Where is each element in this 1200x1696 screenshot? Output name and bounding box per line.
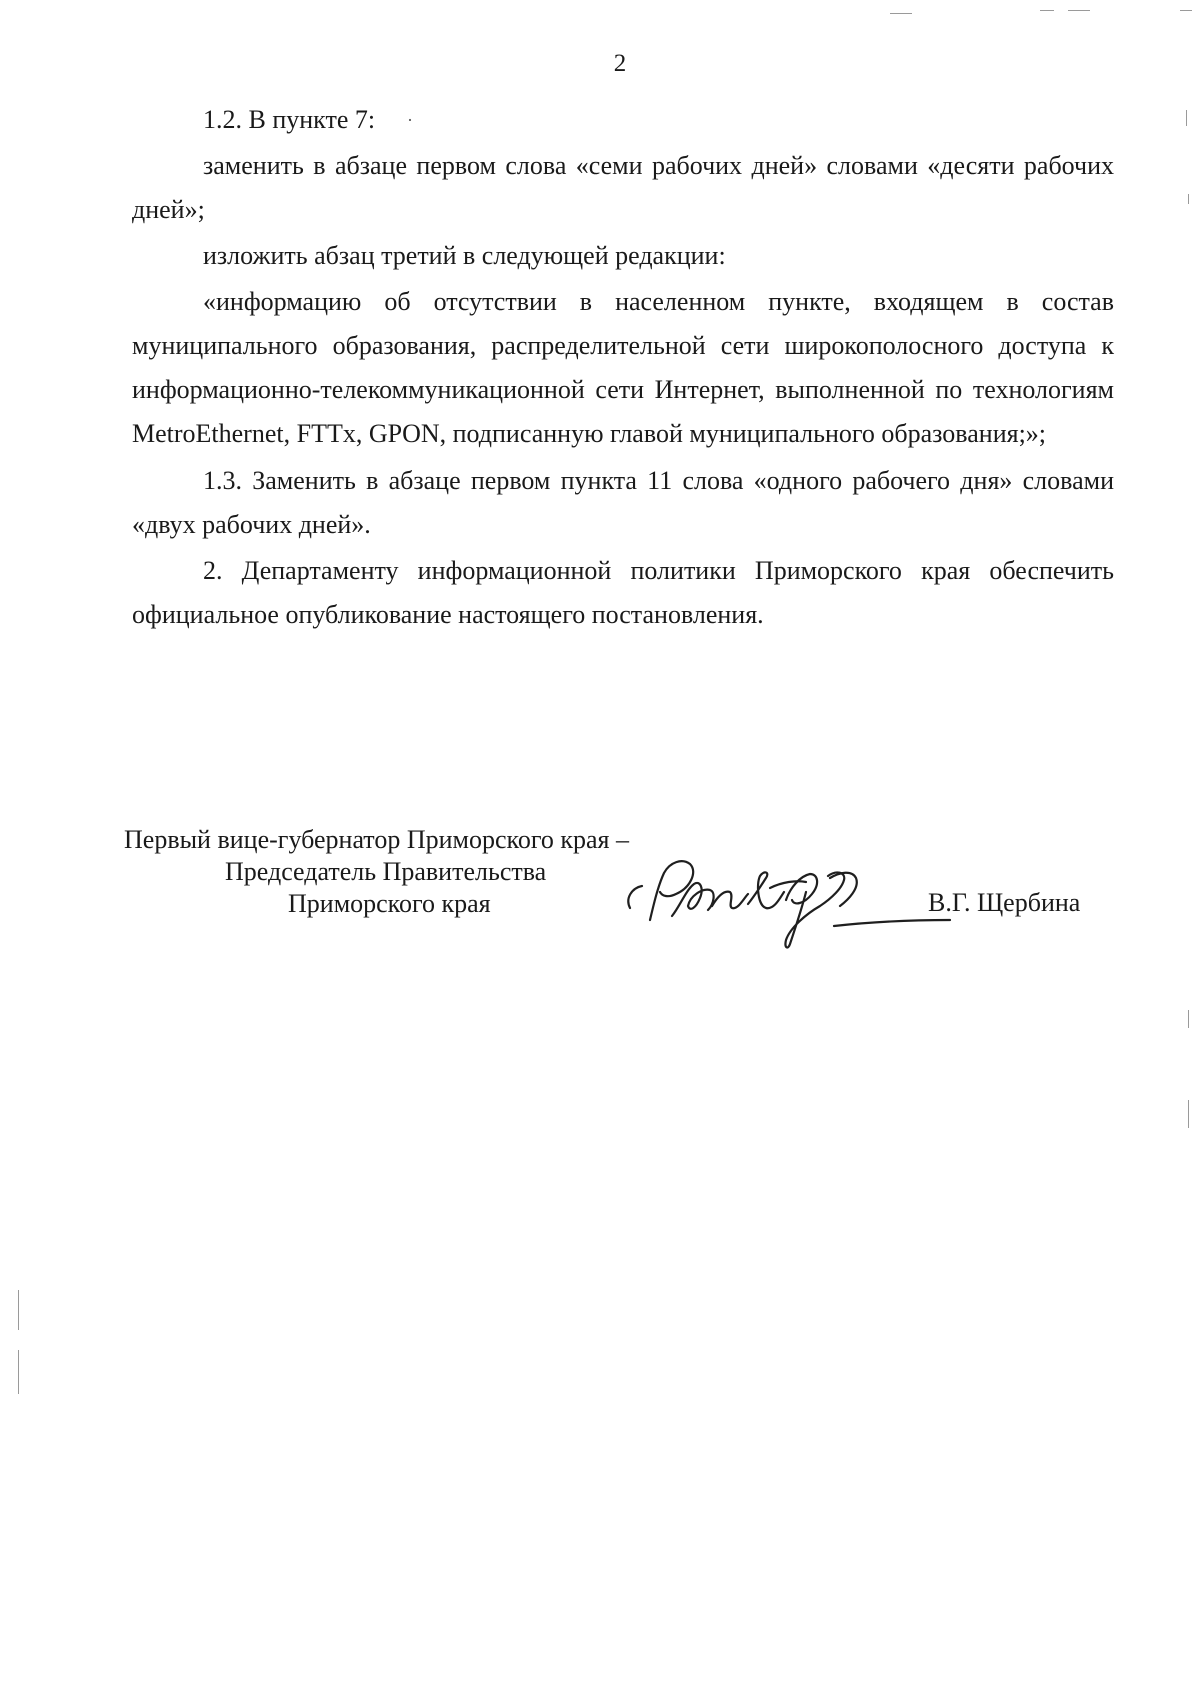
scan-edge-mark xyxy=(1180,10,1192,11)
scan-edge-mark xyxy=(18,1350,19,1394)
scan-edge-mark xyxy=(890,13,912,14)
scan-edge-mark xyxy=(1186,110,1187,126)
signer-position-line-3: Приморского края xyxy=(288,889,491,918)
document-body xyxy=(132,98,1114,637)
paragraph-1-3: 1.3. Заменить в абзаце первом пункта 11 слова «одного рабочего дня» словами «двух рабочих дней». xyxy=(132,466,1114,539)
paragraph-edit-third: изложить абзац третий в следующей редакции: xyxy=(203,241,726,270)
scan-edge-mark xyxy=(1040,10,1054,11)
scan-dot: · xyxy=(407,110,413,130)
scan-edge-mark xyxy=(1068,10,1090,11)
paragraph-1-2: 1.2. В пункте 7: xyxy=(203,105,376,134)
paragraph-2: 2. Департаменту информационной политики Приморского края обеспечить официальное опубликование настоящего постановления. xyxy=(132,556,1114,629)
scan-edge-mark xyxy=(1188,1100,1189,1128)
scan-edge-mark xyxy=(18,1290,19,1330)
signer-position-line-1: Первый вице-губернатор Приморского края – xyxy=(124,825,629,854)
page-number: 2 xyxy=(613,50,627,77)
handwritten-signature xyxy=(620,848,980,958)
scan-edge-mark xyxy=(1188,1010,1189,1028)
scan-edge-mark xyxy=(1188,194,1189,204)
signer-position-line-2: Председатель Правительства xyxy=(225,857,547,886)
signer-name: В.Г. Щербина xyxy=(928,888,1081,917)
paragraph-quoted-text: «информацию об отсутствии в населенном пункте, входящем в состав муниципального образования, распределительной сети широкополосного доступа к информационно-телекоммуникационной сети Интернет, выполненной по технологиям MetroEthernet, FTTx, GPON, подписанную главой муниципального образования;»; xyxy=(132,287,1114,448)
paragraph-amend-days: заменить в абзаце первом слова «семи рабочих дней» словами «десяти рабочих дней»; xyxy=(132,151,1114,224)
